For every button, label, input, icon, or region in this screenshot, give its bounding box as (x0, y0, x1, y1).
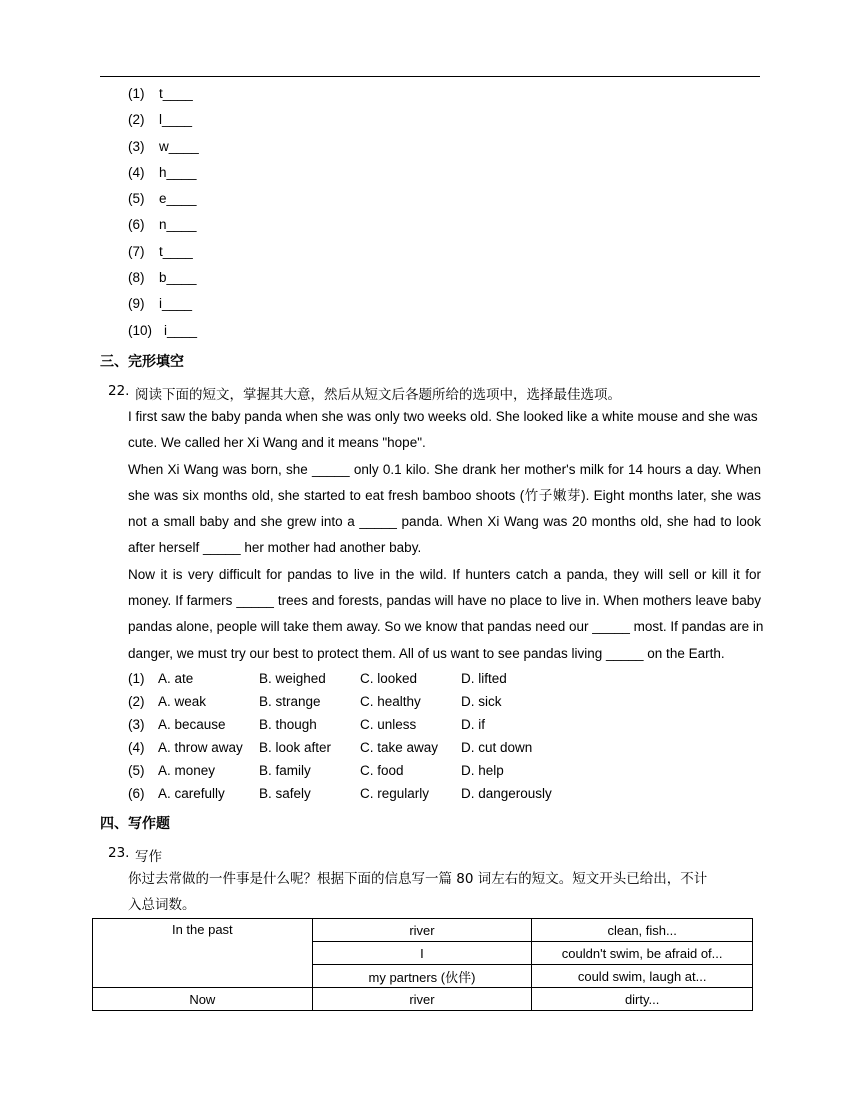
writing-prompt-line: 入总词数。 (128, 897, 196, 913)
question-number: 23. (108, 845, 130, 861)
option-row (128, 668, 562, 691)
blank-number: (5) (128, 191, 145, 207)
question-instruction: 阅读下面的短文，掌握其大意，然后从短文后各题所给的选项中，选择最佳选项。 (135, 387, 621, 403)
blank-answer[interactable]: e____ (159, 191, 197, 207)
option-a[interactable]: A. money (158, 763, 216, 778)
table-subject-cell: river (312, 988, 532, 1011)
writing-prompt-line: 你过去常做的一件事是什么呢？根据下面的信息写一篇 80 词左右的短文。短文开头已给出，不计 (128, 871, 708, 887)
blank-number: (7) (128, 243, 145, 259)
blank-answer[interactable]: t____ (159, 243, 193, 259)
table-subject-cell: I (312, 942, 532, 965)
option-b[interactable]: B. weighed (259, 671, 326, 686)
blank-answer[interactable]: t____ (159, 86, 193, 101)
option-b[interactable]: B. family (259, 763, 311, 778)
option-d[interactable]: D. help (461, 763, 504, 778)
cloze-passage (128, 405, 764, 668)
option-number: (6) (128, 786, 145, 801)
option-c[interactable]: C. unless (360, 717, 417, 732)
question-number: 22. (108, 383, 130, 399)
option-number: (4) (128, 740, 145, 755)
passage-line: cute. We called her Xi Wang and it means "hope". (128, 435, 426, 451)
blank-answer-list (128, 84, 199, 347)
option-number: (5) (128, 763, 145, 778)
section-heading-cloze: 三、完形填空 (100, 354, 184, 370)
blank-number: (4) (128, 164, 145, 180)
option-c[interactable]: C. take away (360, 740, 439, 755)
option-c[interactable]: C. looked (360, 671, 418, 686)
option-b[interactable]: B. strange (259, 694, 321, 709)
option-number: (2) (128, 694, 145, 709)
passage-line: pandas alone, people will take them away. So we know that pandas need our _____ most. If pandas are in (128, 619, 764, 635)
blank-row (128, 110, 199, 136)
blank-row (128, 163, 199, 189)
table-period-cell: Now (93, 988, 313, 1011)
option-d[interactable]: D. dangerously (461, 786, 552, 801)
passage-line: not a small baby and she grew into a _____ panda. When Xi Wang was 20 months old, she had to look (128, 514, 761, 530)
blank-answer[interactable]: w____ (159, 138, 199, 154)
option-b[interactable]: B. safely (259, 786, 311, 801)
blank-row (128, 268, 199, 294)
section-heading-writing: 四、写作题 (100, 816, 170, 832)
option-d[interactable]: D. cut down (461, 740, 533, 755)
table-detail-cell: could swim, laugh at... (532, 965, 753, 988)
blank-answer[interactable]: n____ (159, 217, 197, 233)
option-c[interactable]: C. regularly (360, 786, 430, 801)
question-title: 写作 (135, 849, 162, 865)
blank-number: (10) (128, 322, 153, 338)
passage-line: When Xi Wang was born, she _____ only 0.1 kilo. She drank her mother's milk for 14 hours a day. When (128, 461, 761, 477)
blank-number: (2) (128, 112, 145, 128)
passage-line: she was six months old, she started to eat fresh bamboo shoots (竹子嫩芽). Eight months later, she was (128, 487, 761, 503)
table-detail-cell: dirty... (532, 988, 753, 1011)
option-d[interactable]: D. if (461, 717, 486, 732)
top-rule (100, 76, 760, 77)
option-number: (3) (128, 717, 145, 732)
option-number: (1) (128, 671, 145, 686)
option-c[interactable]: C. healthy (360, 694, 421, 709)
passage-line: money. If farmers _____ trees and forests, pandas will have no place to live in. When mothers leave baby (128, 593, 761, 609)
blank-row (128, 294, 199, 320)
option-row (128, 691, 562, 714)
passage-line: danger, we must try our best to protect them. All of us want to see pandas living _____ on the Earth. (128, 645, 725, 661)
option-row (128, 714, 562, 737)
passage-line: I first saw the baby panda when she was only two weeks old. She looked like a white mouse and she was (128, 409, 758, 424)
option-row (128, 737, 562, 760)
option-row (128, 760, 562, 783)
option-a[interactable]: A. throw away (158, 740, 243, 755)
blank-row (128, 242, 199, 268)
option-d[interactable]: D. lifted (461, 671, 507, 686)
option-c[interactable]: C. food (360, 763, 404, 778)
blank-number: (9) (128, 296, 145, 312)
blank-answer[interactable]: i____ (159, 296, 193, 312)
option-d[interactable]: D. sick (461, 694, 502, 709)
info-table (92, 918, 753, 1011)
table-detail-cell: clean, fish... (532, 919, 753, 942)
blank-row (128, 215, 199, 241)
option-a[interactable]: A. carefully (158, 786, 225, 801)
blank-row (128, 321, 199, 347)
table-subject-cell: river (312, 919, 532, 942)
option-a[interactable]: A. because (158, 717, 226, 732)
option-b[interactable]: B. look after (259, 740, 332, 755)
blank-row (128, 189, 199, 215)
blank-answer[interactable]: b____ (159, 270, 197, 286)
blank-number: (8) (128, 270, 145, 286)
option-b[interactable]: B. though (259, 717, 317, 732)
answer-options (128, 668, 562, 806)
option-row (128, 783, 562, 806)
blank-answer[interactable]: h____ (159, 164, 197, 180)
blank-number: (1) (128, 86, 145, 101)
table-row (93, 988, 753, 1011)
writing-prompt (128, 866, 760, 918)
blank-row (128, 84, 199, 110)
option-a[interactable]: A. ate (158, 671, 194, 686)
passage-line: after herself _____ her mother had another baby. (128, 540, 422, 556)
blank-row (128, 137, 199, 163)
option-a[interactable]: A. weak (158, 694, 207, 709)
blank-answer[interactable]: i____ (164, 322, 198, 338)
table-row (93, 919, 753, 942)
table-subject-cell: my partners (伙伴) (312, 965, 532, 988)
blank-number: (6) (128, 217, 145, 233)
blank-answer[interactable]: l____ (159, 112, 193, 128)
passage-line: Now it is very difficult for pandas to live in the wild. If hunters catch a panda, they will sell or kill it for (128, 566, 761, 582)
blank-number: (3) (128, 138, 145, 154)
table-detail-cell: couldn't swim, be afraid of... (532, 942, 753, 965)
table-period-cell: In the past (93, 919, 313, 988)
